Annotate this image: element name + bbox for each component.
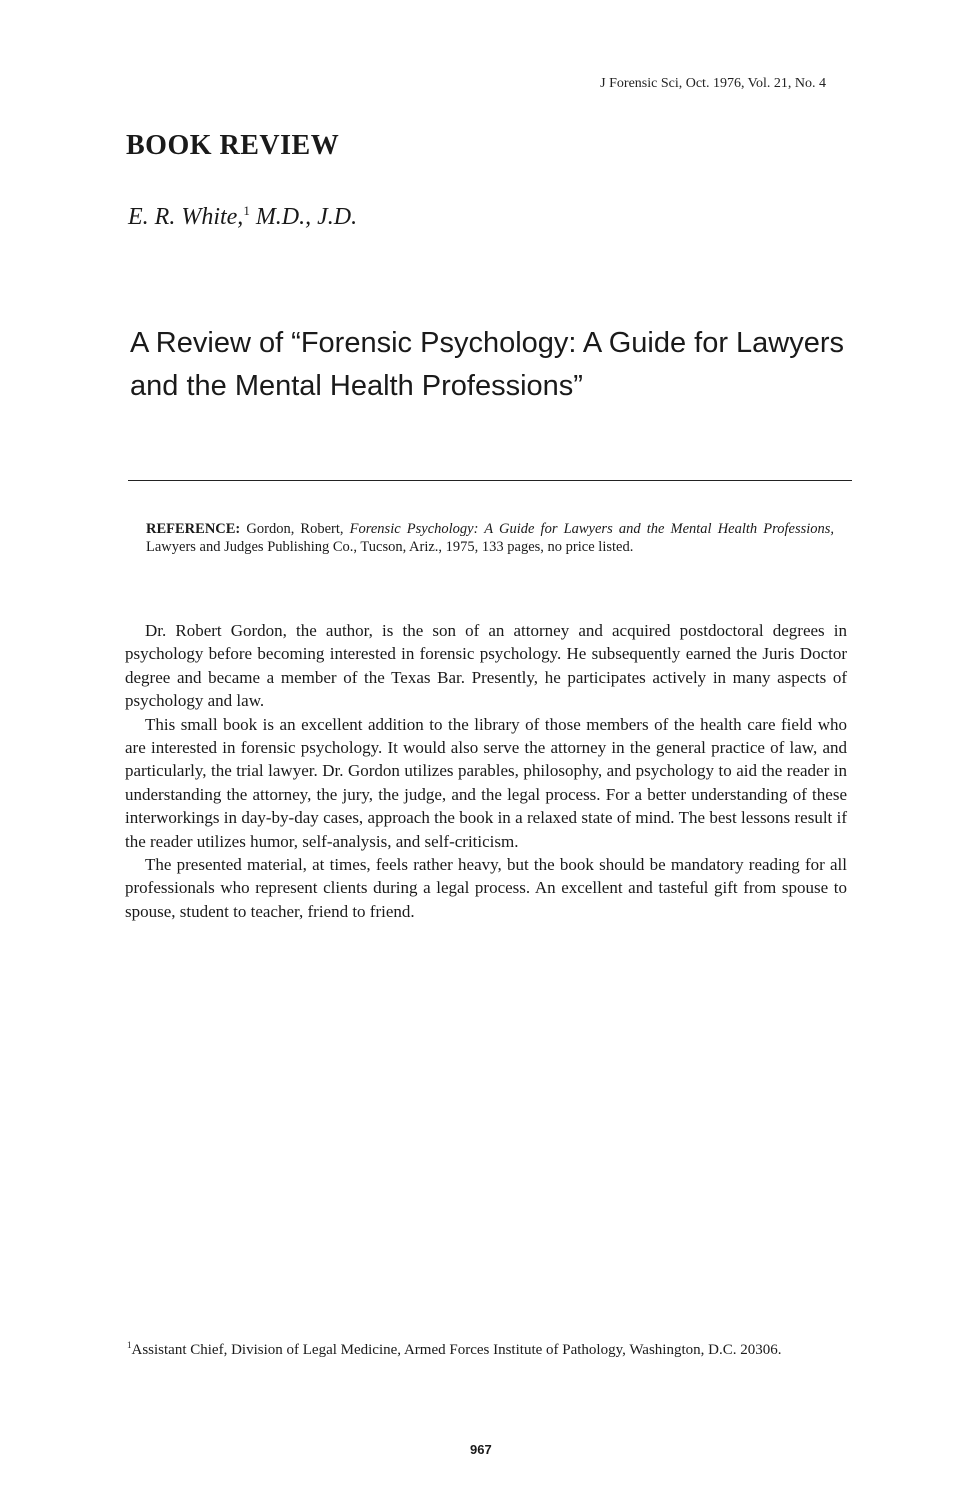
reference-label: REFERENCE: bbox=[146, 521, 241, 537]
author-footnote-marker: 1 bbox=[243, 203, 250, 218]
reference-details: Lawyers and Judges Publishing Co., Tucson, Ariz., 1975, 133 pages, no price listed. bbox=[146, 539, 634, 555]
author-name: E. R. White, bbox=[128, 204, 244, 230]
reference-authors: Gordon, Robert, bbox=[246, 521, 344, 537]
footnote bbox=[116, 1341, 850, 1360]
journal-header: J Forensic Sci, Oct. 1976, Vol. 21, No. 4 bbox=[600, 76, 826, 91]
body-paragraph: This small book is an excellent addition to the library of those members of the health care field who are interested in forensic psychology. It would also serve the attorney in the general practice of law, and particularly, the trial lawyer. Dr. Gordon utilizes parables, philosophy, and psychology to aid the reader in understanding the attorney, the jury, the judge, and the legal process. For a better understanding of these interworkings in day-by-day cases, approach the book in a relaxed state of mind. The best lessons result if the reader utilizes humor, self-analysis, and self-criticism. bbox=[125, 714, 847, 851]
author-line bbox=[128, 204, 357, 231]
reference-book-title: Forensic Psychology: A Guide for Lawyers and the Mental Health Professions, bbox=[349, 521, 835, 537]
body-paragraph: Dr. Robert Gordon, the author, is the son of an attorney and acquired postdoctoral degrees in psychology before becoming interested in forensic psychology. He subsequently earned the Juris Doctor degree and became a member of the Texas Bar. Presently, he participates actively in many aspects of psychology and law. bbox=[125, 621, 847, 711]
body-paragraph: The presented material, at times, feels rather heavy, but the book should be mandatory reading for all professionals who represent clients during a legal process. An excellent and tasteful gift from spouse to spouse, student to teacher, friend to friend. bbox=[125, 855, 847, 921]
reference-block bbox=[146, 520, 834, 556]
title-divider bbox=[128, 480, 852, 481]
review-body bbox=[125, 619, 847, 923]
footnote-text: Assistant Chief, Division of Legal Medicine, Armed Forces Institute of Pathology, Washington, D.C. 20306. bbox=[131, 1342, 782, 1358]
section-label: BOOK REVIEW bbox=[126, 130, 340, 161]
footnote-marker: 1 bbox=[127, 1340, 132, 1350]
article-title: A Review of “Forensic Psychology: A Guide for Lawyers and the Mental Health Professions” bbox=[130, 327, 845, 402]
author-credentials: M.D., J.D. bbox=[255, 204, 358, 230]
page-number: 967 bbox=[470, 1442, 492, 1457]
